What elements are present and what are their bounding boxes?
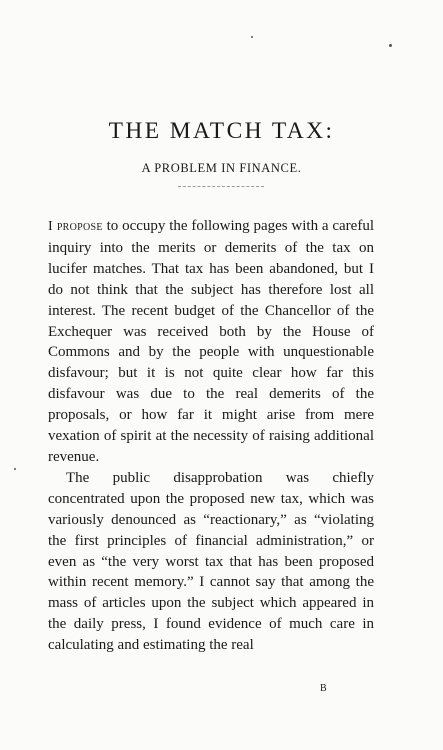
paragraph-text: to occupy the following pages with a careful inquiry into the merits or demerits of the tax on lucifer matches. That tax has been abandoned, but I do not think that the subject has therefore lost all interest. The recent budget of the Chancellor of the Exchequer was received both by the House of Commons and by the people with unquestionable disfavour; but it is not quite clear how far this disfavour was due to the real demerits of the proposals, or how far it might arise from mere vexation of spirit at the necessity of raising additional revenue. <box>48 218 374 465</box>
page-subtitle: A PROBLEM IN FINANCE. <box>141 161 302 175</box>
ink-speck <box>389 44 392 47</box>
ink-speck <box>251 36 253 38</box>
page-title: THE MATCH TAX: <box>108 118 335 144</box>
paragraph-lead: I propose <box>48 219 103 234</box>
ornamental-rule <box>178 186 264 187</box>
paragraph <box>48 468 374 656</box>
paragraph <box>48 216 374 468</box>
paragraph-text: The public disapprobation was chiefly concentrated upon the proposed new tax, which was variously denounced as “reactionary,” as “violating the first principles of financial administration,” or even as “the very worst tax that has been proposed within recent memory.” I cannot say that among the mass of articles upon the subject which appeared in the daily press, I found evidence of much care in calculating and estimating the real <box>48 469 374 654</box>
ink-speck <box>14 468 16 470</box>
body-text <box>48 216 374 656</box>
signature-mark: B <box>320 683 327 694</box>
